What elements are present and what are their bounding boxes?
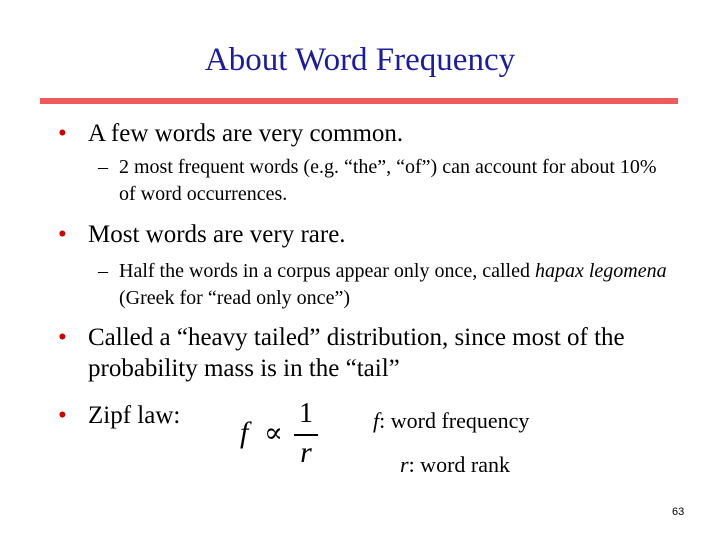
zipf-formula (236, 400, 326, 472)
sub-bullet-text (98, 258, 678, 312)
bullet-text: Most words are very rare. (88, 221, 346, 248)
bullet-1 (58, 118, 678, 149)
page-number: 63 (672, 506, 685, 518)
sub-bullet-2 (98, 258, 678, 312)
bullet-4 (58, 400, 258, 431)
sub-text-lead: Half the words in a corpus appear only once, called (119, 260, 535, 282)
legend-frequency (373, 408, 529, 434)
formula-denominator: r (300, 436, 312, 469)
bullet-marker: • (58, 221, 67, 248)
legend-rank (400, 452, 510, 478)
proportional-symbol: ∝ (264, 418, 283, 449)
formula-lhs: f (240, 416, 249, 449)
legend-symbol: r (400, 452, 409, 477)
bullet-text: Zipf law: (88, 402, 181, 429)
formula-numerator: 1 (299, 398, 313, 429)
bullet-text: Called a “heavy tailed” distribution, since most of the probability mass is in the “tail” (88, 324, 625, 382)
sub-bullet-1 (98, 154, 678, 208)
bullet-marker: • (58, 120, 67, 147)
legend-description: : word frequency (379, 408, 530, 433)
bullet-3 (58, 322, 678, 384)
sub-bullet-marker: – (98, 260, 108, 282)
bullet-text: A few words are very common. (88, 120, 404, 147)
sub-bullet-text: 2 most frequent words (e.g. “the”, “of”) can account for about 10% of word occurrences. (119, 156, 657, 205)
bullet-2 (58, 219, 678, 250)
slide-title: About Word Frequency (204, 42, 516, 78)
title-divider (40, 98, 678, 104)
legend-description: : word rank (408, 452, 510, 477)
bullet-marker: • (58, 402, 67, 429)
hapax-legomena-term: hapax legomena (534, 260, 667, 282)
bullet-marker: • (58, 324, 67, 351)
sub-text-tail: (Greek for “read only once”) (119, 287, 350, 309)
legend-symbol: f (373, 408, 380, 433)
sub-bullet-marker: – (98, 156, 108, 178)
